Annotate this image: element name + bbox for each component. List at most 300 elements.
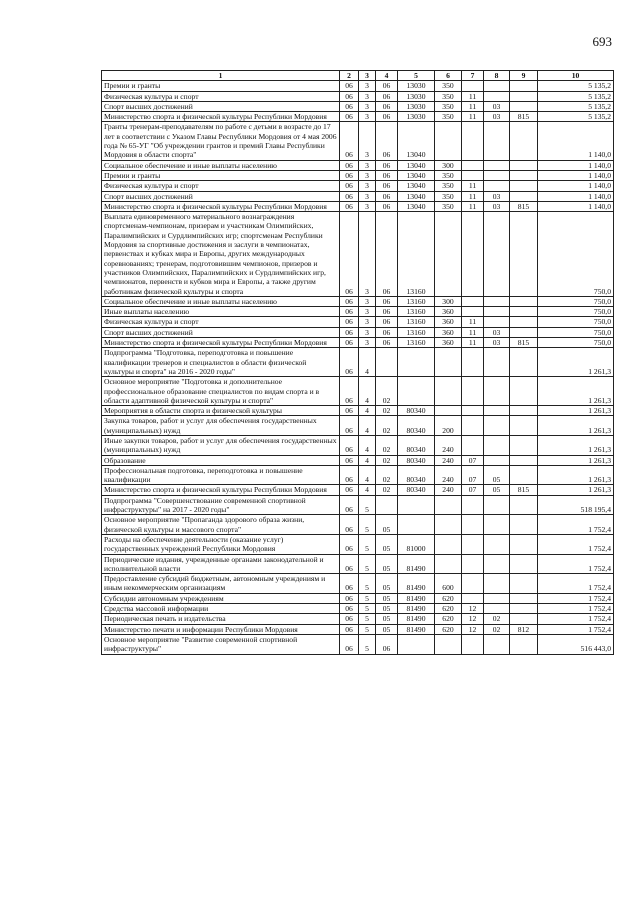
page-number: 693 [592,34,612,49]
code-cell: 06 [340,614,359,624]
code-cell: 350 [435,191,462,201]
code-cell: 06 [340,604,359,614]
code-cell: 5 [359,554,376,574]
row-name: Премии и гранты [102,81,340,91]
code-cell: 350 [435,101,462,111]
table-row [102,435,614,455]
table-row [102,614,614,624]
code-cell: 06 [340,593,359,603]
column-header: 9 [510,71,538,81]
code-cell: 5 [359,614,376,624]
column-header: 3 [359,71,376,81]
code-cell [435,212,462,297]
code-cell: 81490 [398,604,435,614]
code-cell: 05 [376,534,398,554]
code-cell: 05 [376,604,398,614]
row-name: Мероприятия в области спорта и физической культуры [102,406,340,416]
table-row [102,307,614,317]
code-cell [484,81,510,91]
amount-cell: 1 752,4 [538,624,614,634]
row-name: Предоставление субсидий бюджетным, автономным учреждениям и иным некоммерческим организациям [102,574,340,594]
code-cell [462,122,484,160]
code-cell: 3 [359,296,376,306]
code-cell: 80340 [398,416,435,436]
code-cell [510,327,538,337]
code-cell: 4 [359,465,376,485]
code-cell [510,614,538,624]
code-cell: 13030 [398,112,435,122]
amount-cell: 750,0 [538,296,614,306]
code-cell [510,406,538,416]
code-cell [510,160,538,170]
code-cell [510,101,538,111]
code-cell: 13040 [398,160,435,170]
amount-cell: 1 752,4 [538,554,614,574]
code-cell: 13160 [398,307,435,317]
code-cell: 3 [359,212,376,297]
code-cell: 06 [340,327,359,337]
code-cell: 06 [340,574,359,594]
code-cell: 240 [435,485,462,495]
code-cell: 812 [510,624,538,634]
code-cell: 02 [484,614,510,624]
code-cell: 620 [435,614,462,624]
code-cell [484,593,510,603]
table-row [102,122,614,160]
code-cell: 06 [340,181,359,191]
code-cell [435,122,462,160]
table-row [102,574,614,594]
row-name: Подпрограмма "Совершенствование современной спортивной инфраструктуры" на 2017 - 2020 годы" [102,495,340,515]
code-cell [510,634,538,654]
table-row [102,604,614,614]
code-cell: 13040 [398,122,435,160]
code-cell [484,495,510,515]
code-cell: 06 [340,317,359,327]
code-cell [510,416,538,436]
code-cell: 06 [340,112,359,122]
code-cell: 02 [376,406,398,416]
code-cell: 3 [359,160,376,170]
code-cell [510,554,538,574]
amount-cell: 1 752,4 [538,574,614,594]
code-cell: 05 [376,574,398,594]
code-cell [484,317,510,327]
code-cell: 350 [435,170,462,180]
code-cell: 03 [484,191,510,201]
row-name: Основное мероприятие "Подготовка и дополнительное профессиональное образование специалистов по видам спорта и в области адаптивной физической культуры и спорта" [102,377,340,406]
amount-cell: 1 752,4 [538,614,614,624]
code-cell [484,170,510,180]
row-name: Иные выплаты населению [102,307,340,317]
table-row [102,101,614,111]
code-cell: 11 [462,201,484,211]
code-cell [462,593,484,603]
amount-cell: 1 140,0 [538,160,614,170]
code-cell [462,495,484,515]
row-name: Периодические издания, учрежденные органами законодательной и исполнительной власти [102,554,340,574]
table-row [102,317,614,327]
code-cell: 06 [340,624,359,634]
amount-cell: 1 261,3 [538,348,614,377]
code-cell: 06 [340,296,359,306]
code-cell: 06 [376,91,398,101]
table-row [102,465,614,485]
row-name: Образование [102,455,340,465]
code-cell [510,604,538,614]
code-cell: 3 [359,327,376,337]
column-header: 6 [435,71,462,81]
code-cell: 620 [435,593,462,603]
row-name: Подпрограмма "Подготовка, переподготовка и повышение квалификации тренеров и специалистов в области физической культуры и спорта" на 2016 - 2020 годы" [102,348,340,377]
code-cell: 4 [359,455,376,465]
code-cell [484,406,510,416]
code-cell: 3 [359,112,376,122]
row-name: Основное мероприятие "Развитие современной спортивной инфраструктуры" [102,634,340,654]
code-cell [398,634,435,654]
code-cell [510,348,538,377]
code-cell: 06 [340,91,359,101]
row-name: Спорт высших достижений [102,327,340,337]
table-row [102,593,614,603]
table-row [102,81,614,91]
column-header: 5 [398,71,435,81]
code-cell: 81000 [398,534,435,554]
row-name: Физическая культура и спорт [102,317,340,327]
column-header: 1 [102,71,340,81]
amount-cell: 518 195,4 [538,495,614,515]
code-cell: 06 [376,634,398,654]
table-row [102,338,614,348]
row-name: Иные закупки товаров, работ и услуг для обеспечения государственных (муниципальных) нужд [102,435,340,455]
code-cell [510,534,538,554]
code-cell: 4 [359,348,376,377]
code-cell: 06 [340,160,359,170]
code-cell [484,91,510,101]
code-cell [435,515,462,535]
code-cell: 240 [435,465,462,485]
code-cell: 06 [340,201,359,211]
code-cell: 05 [484,465,510,485]
code-cell: 03 [484,101,510,111]
table-row [102,181,614,191]
amount-cell: 1 261,3 [538,406,614,416]
code-cell: 620 [435,624,462,634]
table-row [102,296,614,306]
code-cell: 13160 [398,327,435,337]
amount-cell: 1 261,3 [538,455,614,465]
code-cell [510,317,538,327]
code-cell: 06 [340,485,359,495]
code-cell [462,307,484,317]
code-cell [398,348,435,377]
row-name: Министерство спорта и физической культуры Республики Мордовия [102,201,340,211]
code-cell [462,435,484,455]
code-cell: 06 [376,181,398,191]
table-row [102,485,614,495]
code-cell [435,377,462,406]
code-cell: 350 [435,112,462,122]
row-name: Физическая культура и спорт [102,91,340,101]
code-cell [484,160,510,170]
table-row [102,624,614,634]
code-cell: 81490 [398,614,435,624]
code-cell [510,122,538,160]
code-cell [510,212,538,297]
code-cell: 06 [376,327,398,337]
amount-cell: 1 140,0 [538,181,614,191]
code-cell: 07 [462,485,484,495]
table-row [102,515,614,535]
amount-cell: 5 135,2 [538,101,614,111]
code-cell [484,534,510,554]
code-cell [484,181,510,191]
code-cell: 4 [359,485,376,495]
code-cell: 13040 [398,201,435,211]
code-cell: 3 [359,317,376,327]
amount-cell: 1 261,3 [538,485,614,495]
code-cell: 06 [340,348,359,377]
code-cell: 11 [462,338,484,348]
table-row [102,348,614,377]
amount-cell: 1 752,4 [538,534,614,554]
code-cell [462,377,484,406]
amount-cell: 1 261,3 [538,416,614,436]
code-cell [462,160,484,170]
code-cell: 02 [376,435,398,455]
code-cell [484,416,510,436]
code-cell: 05 [484,485,510,495]
code-cell: 05 [376,593,398,603]
code-cell: 3 [359,338,376,348]
code-cell [510,495,538,515]
code-cell: 06 [376,201,398,211]
code-cell: 815 [510,338,538,348]
code-cell: 05 [376,624,398,634]
code-cell: 3 [359,170,376,180]
row-name: Расходы на обеспечение деятельности (оказание услуг) государственных учреждений Республики Мордовия [102,534,340,554]
code-cell [484,455,510,465]
code-cell: 06 [376,212,398,297]
code-cell [510,435,538,455]
amount-cell: 750,0 [538,307,614,317]
code-cell: 80340 [398,465,435,485]
code-cell [435,634,462,654]
code-cell [484,604,510,614]
code-cell: 81490 [398,593,435,603]
code-cell: 05 [376,614,398,624]
budget-table [101,70,614,655]
code-cell: 06 [340,122,359,160]
code-cell [510,593,538,603]
table-row [102,327,614,337]
code-cell: 06 [340,191,359,201]
code-cell [510,181,538,191]
code-cell [510,91,538,101]
code-cell [484,515,510,535]
code-cell: 240 [435,435,462,455]
column-header: 7 [462,71,484,81]
code-cell: 06 [376,296,398,306]
table-row [102,634,614,654]
code-cell [462,170,484,180]
table-row [102,495,614,515]
amount-cell: 750,0 [538,327,614,337]
code-cell: 3 [359,81,376,91]
code-cell [462,416,484,436]
amount-cell: 1 261,3 [538,377,614,406]
code-cell: 05 [376,554,398,574]
code-cell: 81490 [398,554,435,574]
code-cell [484,377,510,406]
row-name: Социальное обеспечение и иные выплаты населению [102,160,340,170]
code-cell: 03 [484,201,510,211]
code-cell: 13160 [398,338,435,348]
code-cell: 06 [376,112,398,122]
code-cell: 06 [340,465,359,485]
code-cell: 02 [484,624,510,634]
code-cell: 07 [462,455,484,465]
row-name: Выплата единовременного материального вознаграждения спортсменам-чемпионам, призерам и участникам Олимпийских, Паралимпийских и Сурдлимпийских игр; спортсменам Республики Мордовия за спортивные достижения и заслуги в чемпионатах, первенствах и кубках мира и Европы, других международных соревнованиях; тренерам, подготовившим чемпионов, призеров и участников Олимпийских, Паралимпийских и Сурдлимпийских игр, чемпионатов, первенств и кубков мира и Европы, а также другим работникам физической культуры и спорта [102,212,340,297]
code-cell: 02 [376,455,398,465]
row-name: Социальное обеспечение и иные выплаты населению [102,296,340,306]
row-name: Физическая культура и спорт [102,181,340,191]
table-row [102,534,614,554]
code-cell: 13030 [398,101,435,111]
code-cell: 5 [359,624,376,634]
code-cell: 4 [359,435,376,455]
column-header: 10 [538,71,614,81]
code-cell: 350 [435,81,462,91]
amount-cell: 1 752,4 [538,604,614,614]
code-cell: 06 [376,338,398,348]
column-header: 8 [484,71,510,81]
code-cell: 06 [340,416,359,436]
code-cell: 360 [435,317,462,327]
code-cell: 815 [510,485,538,495]
code-cell [510,296,538,306]
code-cell: 3 [359,122,376,160]
code-cell: 5 [359,495,376,515]
code-cell: 11 [462,191,484,201]
code-cell: 06 [340,554,359,574]
code-cell: 13040 [398,170,435,180]
code-cell: 11 [462,327,484,337]
table-header-row [102,71,614,81]
row-name: Закупка товаров, работ и услуг для обеспечения государственных (муниципальных) нужд [102,416,340,436]
code-cell: 600 [435,574,462,594]
table-row [102,160,614,170]
table-row [102,201,614,211]
code-cell: 300 [435,296,462,306]
amount-cell: 1 140,0 [538,170,614,180]
table-row [102,554,614,574]
code-cell: 11 [462,101,484,111]
row-name: Министерство спорта и физической культуры Республики Мордовия [102,485,340,495]
code-cell: 06 [340,101,359,111]
code-cell: 360 [435,327,462,337]
code-cell: 11 [462,112,484,122]
code-cell: 11 [462,91,484,101]
table-row [102,91,614,101]
row-name: Спорт высших достижений [102,101,340,111]
code-cell: 05 [376,515,398,535]
code-cell: 80340 [398,435,435,455]
code-cell: 81490 [398,624,435,634]
amount-cell: 1 261,3 [538,465,614,485]
amount-cell: 1 140,0 [538,122,614,160]
code-cell: 200 [435,416,462,436]
code-cell: 350 [435,91,462,101]
amount-cell: 5 135,2 [538,81,614,91]
row-name: Средства массовой информации [102,604,340,614]
code-cell: 13160 [398,212,435,297]
code-cell [484,212,510,297]
code-cell: 06 [376,307,398,317]
amount-cell: 1 140,0 [538,201,614,211]
code-cell [510,455,538,465]
amount-cell: 5 135,2 [538,91,614,101]
code-cell: 360 [435,338,462,348]
code-cell: 06 [340,307,359,317]
code-cell: 300 [435,160,462,170]
code-cell: 80340 [398,455,435,465]
code-cell: 06 [376,191,398,201]
code-cell: 12 [462,624,484,634]
table-row [102,377,614,406]
code-cell: 02 [376,416,398,436]
amount-cell: 1 261,3 [538,435,614,455]
code-cell [462,554,484,574]
code-cell: 12 [462,614,484,624]
code-cell [510,191,538,201]
code-cell [435,554,462,574]
amount-cell: 5 135,2 [538,112,614,122]
code-cell: 13040 [398,181,435,191]
code-cell: 03 [484,338,510,348]
code-cell [462,534,484,554]
table-row [102,416,614,436]
code-cell: 03 [484,112,510,122]
amount-cell: 516 443,0 [538,634,614,654]
code-cell: 02 [376,465,398,485]
code-cell [462,81,484,91]
code-cell: 815 [510,112,538,122]
code-cell: 3 [359,181,376,191]
code-cell [510,307,538,317]
code-cell [510,465,538,485]
row-name: Периодическая печать и издательства [102,614,340,624]
code-cell: 02 [376,485,398,495]
code-cell [484,634,510,654]
code-cell: 80340 [398,406,435,416]
row-name: Министерство печати и информации Республики Мордовия [102,624,340,634]
table-row [102,406,614,416]
code-cell: 13160 [398,317,435,327]
code-cell: 360 [435,307,462,317]
table-row [102,455,614,465]
code-cell [510,574,538,594]
code-cell: 06 [340,81,359,91]
code-cell [435,495,462,515]
row-name: Основное мероприятие "Пропаганда здорового образа жизни, физической культуры и массового спорта" [102,515,340,535]
code-cell [462,348,484,377]
code-cell [398,495,435,515]
code-cell: 06 [340,406,359,416]
code-cell [376,495,398,515]
code-cell [484,122,510,160]
code-cell: 5 [359,574,376,594]
